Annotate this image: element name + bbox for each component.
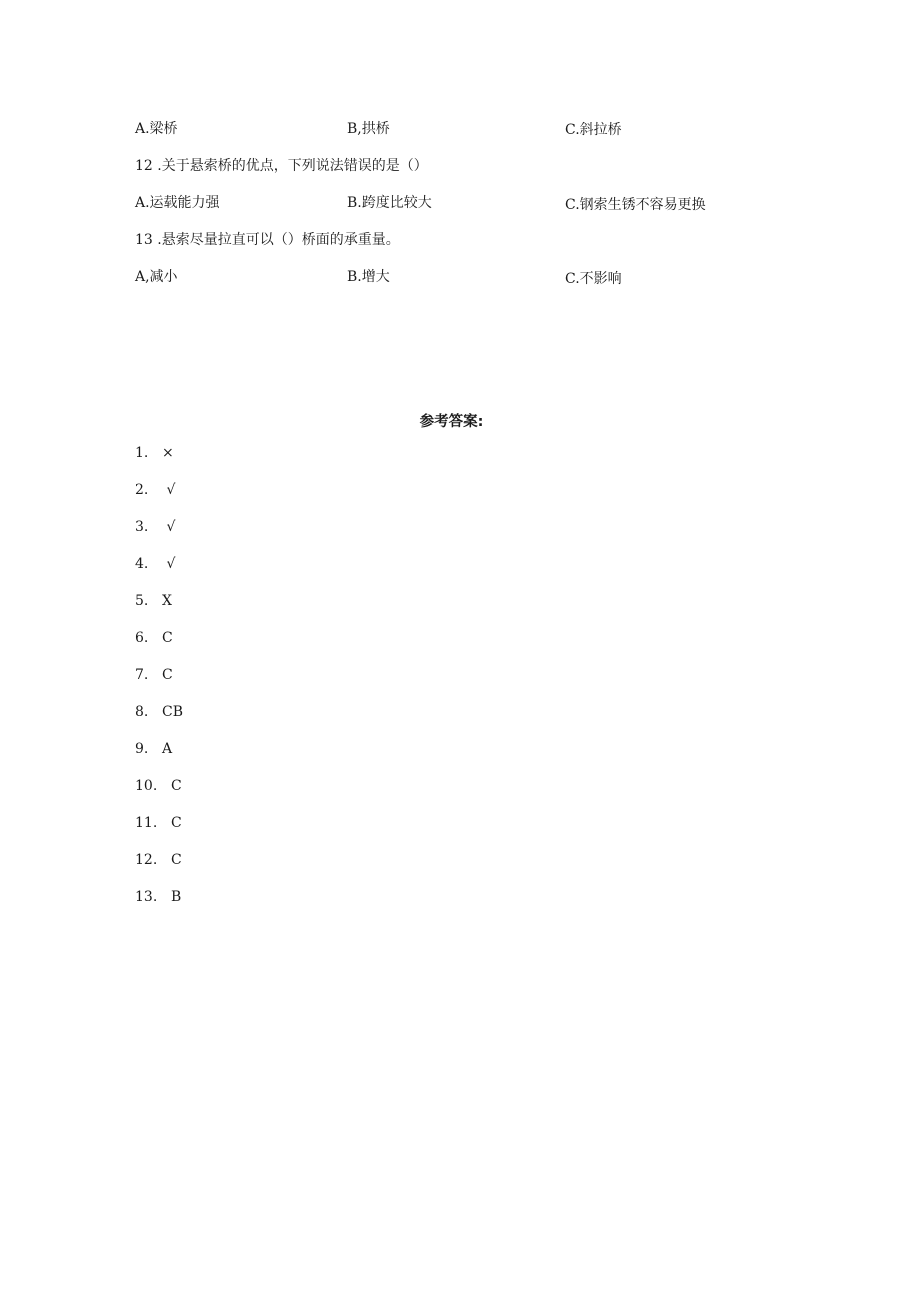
answer-number: 9. [135, 741, 149, 757]
answer-number: 2. [135, 482, 149, 498]
answer-item [135, 777, 182, 795]
answer-number: 13. [135, 889, 158, 905]
answer-number: 7. [135, 667, 149, 683]
answer-value: √ [162, 556, 176, 572]
answer-value: A [162, 741, 173, 757]
answer-item [135, 666, 173, 684]
answer-item [135, 518, 175, 536]
answer-item [135, 851, 182, 869]
q12-option-b: B.跨度比较大 [347, 195, 432, 211]
answer-number: 3. [135, 519, 149, 535]
q13-option-a: A,减小 [135, 269, 178, 285]
answer-value: √ [162, 482, 176, 498]
answer-number: 4. [135, 556, 149, 572]
q13-option-b: B.增大 [347, 269, 390, 285]
answer-item [135, 592, 172, 610]
q11-option-b: B,拱桥 [347, 121, 390, 137]
q13-stem: 13 .悬索尽量拉直可以（）桥面的承重量。 [135, 232, 400, 248]
answer-value: X [162, 593, 172, 609]
answer-item [135, 629, 173, 647]
answer-value: √ [162, 519, 176, 535]
answer-value: C [171, 778, 182, 794]
answer-item [135, 888, 181, 906]
answer-item [135, 444, 174, 462]
answer-value: C [162, 630, 173, 646]
q12-option-c: C.钢索生锈不容易更换 [565, 197, 706, 213]
answer-number: 8. [135, 704, 149, 720]
answer-value: B [171, 889, 182, 905]
answer-value: C [171, 852, 182, 868]
answer-item [135, 481, 175, 499]
q11-option-c: C.斜拉桥 [565, 122, 622, 138]
answers-title: 参考答案: [419, 414, 484, 430]
answer-number: 10. [135, 778, 158, 794]
answer-value: × [162, 445, 174, 461]
answer-item [135, 703, 183, 721]
answer-item [135, 740, 172, 758]
q12-stem: 12 .关于悬索桥的优点，下列说法错误的是（） [135, 158, 428, 174]
answer-number: 11. [135, 815, 158, 831]
answer-item [135, 814, 182, 832]
answer-number: 5. [135, 593, 149, 609]
answer-value: CB [162, 704, 183, 720]
q12-option-a: A.运载能力强 [135, 195, 220, 211]
answer-item [135, 555, 175, 573]
answer-number: 6. [135, 630, 149, 646]
answer-value: C [162, 667, 173, 683]
q11-option-a: A.梁桥 [135, 121, 178, 137]
answer-number: 12. [135, 852, 158, 868]
q13-option-c: C.不影响 [565, 271, 622, 287]
answer-value: C [171, 815, 182, 831]
answer-number: 1. [135, 445, 149, 461]
